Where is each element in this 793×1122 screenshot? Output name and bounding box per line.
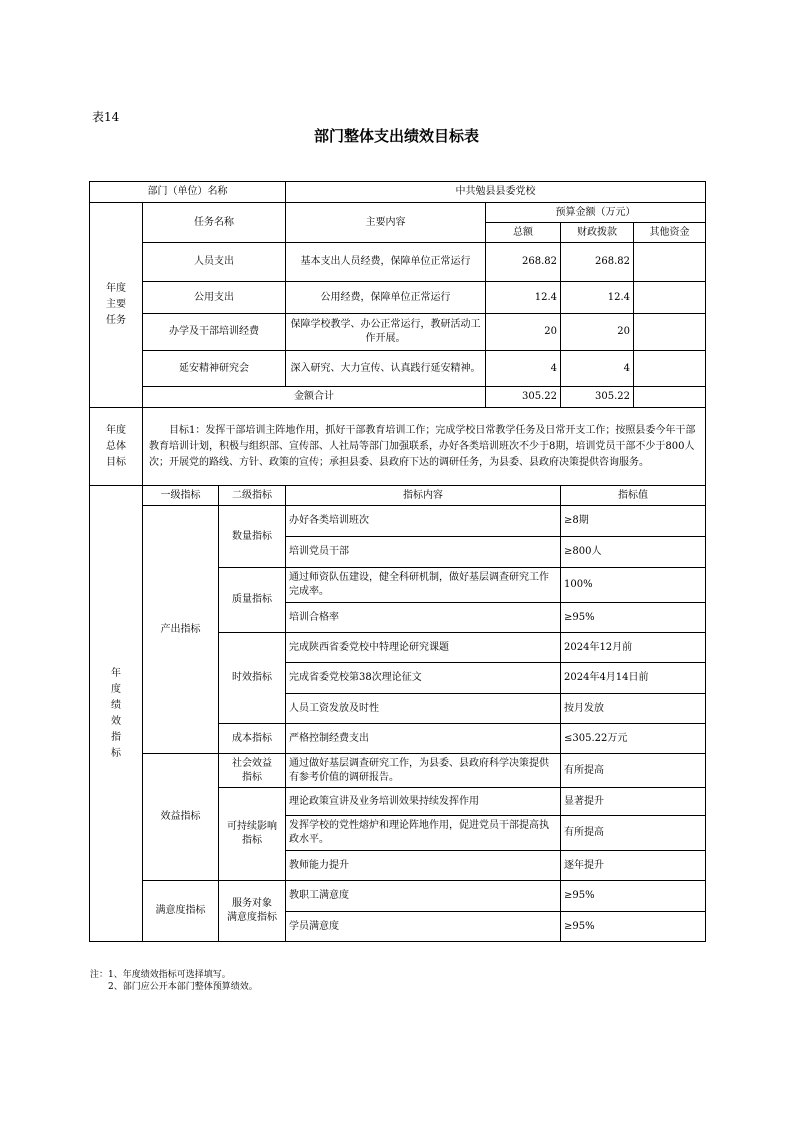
benefit-indicator-label: 效益指标	[143, 754, 219, 881]
indicators-section-label: 年 度 绩 效 指 标	[90, 486, 143, 942]
level1-header: 一级指标	[143, 486, 219, 506]
budget-fiscal-header: 财政拨款	[561, 223, 634, 243]
task-total: 268.82	[486, 243, 561, 282]
indicator-content: 发挥学校的党性熔炉和理论阵地作用，促进党员干部提高执政水平。	[286, 816, 561, 851]
indicator-content: 办好各类培训班次	[286, 506, 561, 537]
indicator-value: ≥95%	[561, 912, 706, 942]
quality-indicator-label: 质量指标	[219, 568, 286, 633]
overall-goal-text: 目标1：发挥干部培训主阵地作用，抓好干部教育培训工作；完成学校日常教学任务及日常开支工作；按照县委今年干部教育培训计划，积极与组织部、宣传部、人社局等部门加强联系，办好各类培训班次不少于8期，培训党员干部不少于800人次；开展党的路线、方针、政策的宣传；承担县委、县政府下达的调研任务，为县委、县政府决策提供咨询服务。	[143, 408, 706, 486]
task-fiscal: 12.4	[561, 282, 634, 314]
task-row	[90, 314, 706, 351]
indicator-content: 通过做好基层调查研究工作，为县委、县政府科学决策提供有参考价值的调研报告。	[286, 754, 561, 788]
table-row	[90, 881, 706, 912]
indicator-content: 人员工资发放及时性	[286, 694, 561, 724]
indicator-value: 按月发放	[561, 694, 706, 724]
cost-indicator-label: 成本指标	[219, 724, 286, 754]
indicator-value: 2024年4月14日前	[561, 663, 706, 694]
indicator-value: ≤305.22万元	[561, 724, 706, 754]
task-name: 延安精神研究会	[143, 351, 286, 387]
indicator-content: 理论政策宣讲及业务培训效果持续发挥作用	[286, 788, 561, 816]
task-fiscal: 268.82	[561, 243, 634, 282]
overall-goal-section-label: 年度 总体 目标	[90, 408, 143, 486]
sum-total: 305.22	[486, 387, 561, 408]
task-content-header: 主要内容	[286, 203, 486, 243]
task-row	[90, 243, 706, 282]
budget-amount-header: 预算金额（万元）	[486, 203, 706, 223]
indicator-value: 有所提高	[561, 816, 706, 851]
performance-target-table	[89, 181, 706, 942]
task-total: 12.4	[486, 282, 561, 314]
output-indicator-label: 产出指标	[143, 506, 219, 754]
indicator-value: 有所提高	[561, 754, 706, 788]
task-other	[634, 351, 706, 387]
dept-name-value: 中共勉县县委党校	[286, 182, 706, 203]
footnotes	[90, 969, 258, 993]
task-name-header: 任务名称	[143, 203, 286, 243]
indicator-content: 通过师资队伍建设，健全科研机制，做好基层调查研究工作完成率。	[286, 568, 561, 603]
indicator-value: ≥800人	[561, 537, 706, 568]
sum-row	[90, 387, 706, 408]
indicator-value: 100%	[561, 568, 706, 603]
footnote-2: 2、部门应公开本部门整体预算绩效。	[108, 982, 258, 992]
timeliness-indicator-label: 时效指标	[219, 633, 286, 724]
indicator-value: 2024年12月前	[561, 633, 706, 663]
budget-total-header: 总额	[486, 223, 561, 243]
task-other	[634, 282, 706, 314]
task-total: 20	[486, 314, 561, 351]
sustainable-impact-indicator-label: 可持续影响 指标	[219, 788, 286, 881]
indicator-value: 逐年提升	[561, 851, 706, 881]
quantity-indicator-label: 数量指标	[219, 506, 286, 568]
indicator-value-header: 指标值	[561, 486, 706, 506]
task-name: 公用支出	[143, 282, 286, 314]
indicator-content: 严格控制经费支出	[286, 724, 561, 754]
indicator-content: 培训党员干部	[286, 537, 561, 568]
social-benefit-indicator-label: 社会效益 指标	[219, 754, 286, 788]
task-content: 公用经费，保障单位正常运行	[286, 282, 486, 314]
indicator-value: ≥8期	[561, 506, 706, 537]
level2-header: 二级指标	[219, 486, 286, 506]
sum-fiscal: 305.22	[561, 387, 634, 408]
page-title: 部门整体支出绩效目标表	[313, 127, 479, 145]
satisfaction-indicator-label: 满意度指标	[143, 881, 219, 942]
task-row	[90, 282, 706, 314]
budget-other-header: 其他资金	[634, 223, 706, 243]
task-fiscal: 4	[561, 351, 634, 387]
indicator-content: 完成省委党校第38次理论征文	[286, 663, 561, 694]
indicator-value: ≥95%	[561, 881, 706, 912]
annual-tasks-section-label: 年度 主要 任务	[90, 203, 143, 408]
sum-other	[634, 387, 706, 408]
task-other	[634, 243, 706, 282]
indicator-content: 培训合格率	[286, 603, 561, 633]
indicator-content-header: 指标内容	[286, 486, 561, 506]
table-row	[90, 754, 706, 788]
indicator-value: ≥95%	[561, 603, 706, 633]
footnote-1: 注：1、年度绩效指标可选择填写。	[90, 970, 231, 980]
service-satisfaction-indicator-label: 服务对象 满意度指标	[219, 881, 286, 942]
indicator-content: 教师能力提升	[286, 851, 561, 881]
task-fiscal: 20	[561, 314, 634, 351]
task-total: 4	[486, 351, 561, 387]
task-name: 人员支出	[143, 243, 286, 282]
task-name: 办学及干部培训经费	[143, 314, 286, 351]
dept-name-header: 部门（单位）名称	[90, 182, 286, 203]
indicator-content: 完成陕西省委党校中特理论研究课题	[286, 633, 561, 663]
task-content: 基本支出人员经费，保障单位正常运行	[286, 243, 486, 282]
table-number-label: 表14	[92, 110, 120, 124]
task-content: 保障学校教学、办公正常运行，教研活动工作开展。	[286, 314, 486, 351]
task-other	[634, 314, 706, 351]
sum-label: 金额合计	[143, 387, 486, 408]
table-row	[90, 506, 706, 537]
indicator-content: 学员满意度	[286, 912, 561, 942]
indicator-content: 教职工满意度	[286, 881, 561, 912]
indicator-value: 显著提升	[561, 788, 706, 816]
task-row	[90, 351, 706, 387]
task-content: 深入研究、大力宣传、认真践行延安精神。	[286, 351, 486, 387]
